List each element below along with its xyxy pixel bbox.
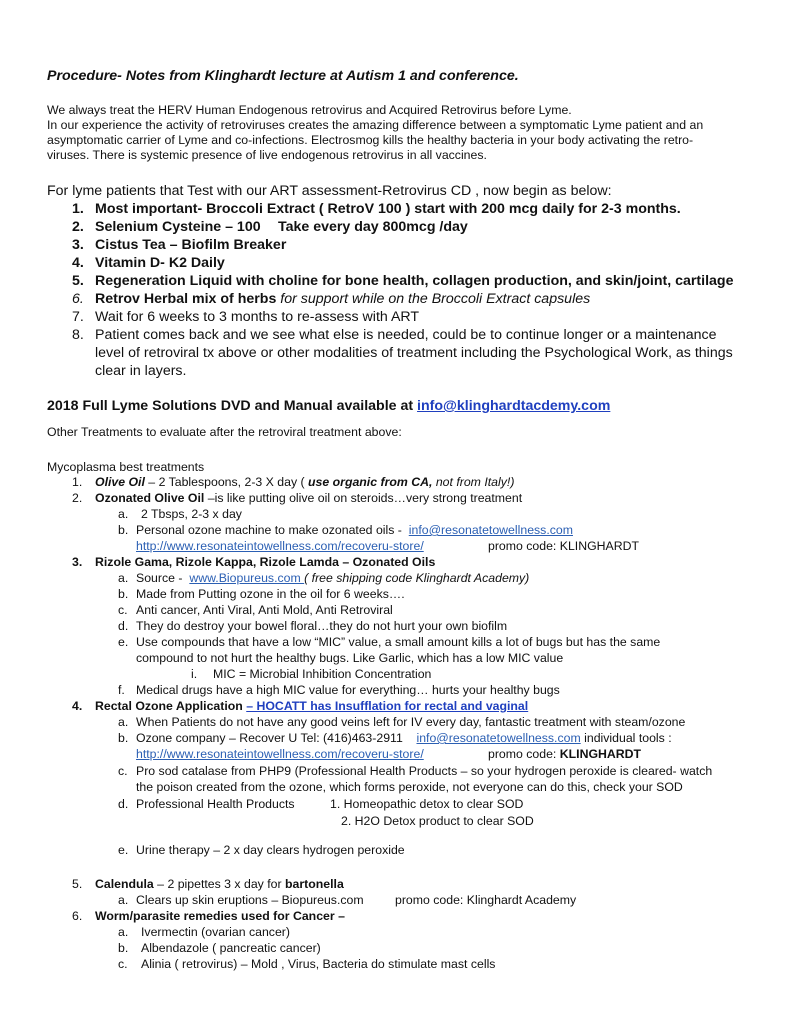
step-number: 3. <box>72 237 84 253</box>
sub-letter: b. <box>118 941 129 955</box>
sub-item: They do destroy your bowel floral…they do not hurt your own biofilm <box>136 619 508 633</box>
sub-item-text: Ozone company – Recover U Tel: (416)463-2911 <box>136 731 403 745</box>
sub-letter: b. <box>118 587 129 601</box>
sub-item: When Patients do not have any good veins left for IV every day, fantastic treatment with steam/ozone <box>136 715 686 729</box>
treatment-name: Olive Oil <box>95 475 145 489</box>
sub-letter: c. <box>118 764 128 778</box>
resonate-email-link[interactable]: info@resonatetowellness.com <box>416 731 581 745</box>
sub-letter: e. <box>118 635 129 649</box>
promo-value: KLINGHARDT <box>559 747 642 761</box>
treatment-worm-parasite: Worm/parasite remedies used for Cancer – <box>95 909 345 923</box>
sub-sub-letter: i. <box>191 667 198 681</box>
step-text: Cistus Tea – Biofilm Breaker <box>95 237 287 253</box>
step-text: Wait for 6 weeks to 3 months to re-assess with ART <box>95 309 420 325</box>
step-number: 1. <box>72 201 84 217</box>
step-text: Vitamin D- K2 Daily <box>95 255 225 271</box>
step-text <box>95 291 590 308</box>
step-text: Patient comes back and we see what else is needed, could be to continue longer or a maintenance <box>95 327 717 343</box>
sub-item: Urine therapy – 2 x day clears hydrogen peroxide <box>136 843 405 857</box>
sub-item-option: 1. Homeopathic detox to clear SOD <box>330 797 524 811</box>
sub-letter: c. <box>118 603 128 617</box>
sub-letter: b. <box>118 523 129 537</box>
sub-sub-item: MIC = Microbial Inhibition Concentration <box>213 667 432 681</box>
resonate-store-link[interactable]: http://www.resonateintowellness.com/recoveru-store/ <box>136 747 424 761</box>
treatment-note-italic: not from Italy!) <box>432 475 515 489</box>
step-number: 7. <box>72 309 84 325</box>
intro-line: We always treat the HERV Human Endogenous retrovirus and Acquired Retrovirus before Lyme. <box>47 103 572 117</box>
sub-letter: d. <box>118 619 129 633</box>
sub-item-url <box>136 747 424 762</box>
sub-item-url <box>136 539 424 554</box>
hocatt-link[interactable]: – HOCATT has Insufflation for rectal and vaginal <box>246 699 529 713</box>
sub-item: Albendazole ( pancreatic cancer) <box>141 941 321 955</box>
sub-letter: c. <box>118 957 128 971</box>
sub-item: Ivermectin (ovarian cancer) <box>141 925 290 939</box>
promo-code <box>488 747 641 762</box>
step-number: 2. <box>72 219 84 235</box>
promo-code: promo code: Klinghardt Academy <box>395 893 577 907</box>
sub-item: Pro sod catalase from PHP9 (Professional Health Products – so your hydrogen peroxide is cleared- watch <box>136 764 713 778</box>
treatment-name: Ozonated Olive Oil <box>95 491 205 505</box>
treatment-detail: – 2 Tablespoons, 2-3 X day ( <box>144 475 305 489</box>
treatment-rizole: Rizole Gama, Rizole Kappa, Rizole Lamda – Ozonated Oils <box>95 555 436 569</box>
sub-letter: a. <box>118 893 129 907</box>
sub-item: Made from Putting ozone in the oil for 6 weeks…. <box>136 587 405 601</box>
sub-letter: a. <box>118 715 129 729</box>
sub-letter: a. <box>118 925 129 939</box>
sub-item: Use compounds that have a low “MIC” value, a small amount kills a lot of bugs but has the same <box>136 635 661 649</box>
sub-item-note: ( free shipping code Klinghardt Academy) <box>304 571 530 585</box>
step-italic: for support while on the Broccoli Extract capsules <box>280 291 591 307</box>
sub-item-tail: individual tools : <box>580 731 672 745</box>
sub-item <box>136 571 529 586</box>
promo-code: promo code: KLINGHARDT <box>488 539 640 553</box>
dvd-text: 2018 Full Lyme Solutions DVD and Manual available at <box>47 398 414 414</box>
treatment-ozonated-olive-oil <box>95 491 522 506</box>
treatment-number: 2. <box>72 491 83 505</box>
treatment-note-bold: use organic from CA, <box>304 475 433 489</box>
sub-letter: e. <box>118 843 129 857</box>
sub-item: 2 Tbsps, 2-3 x day <box>141 507 242 521</box>
sub-item: Professional Health Products <box>136 797 295 811</box>
sub-item <box>136 523 573 538</box>
step-text: level of retroviral tx above or other modalities of treatment including the Psychological Work, as things <box>95 345 733 361</box>
step-text: Regeneration Liquid with choline for bone health, collagen production, and skin/joint, cartilage <box>95 273 734 289</box>
sub-item: Anti cancer, Anti Viral, Anti Mold, Anti Retroviral <box>136 603 393 617</box>
intro-line: asymptomatic carrier of Lyme and co-infections. Electrosmog kills the healthy bacteria in your body activating the retro- <box>47 133 694 147</box>
lyme-intro: For lyme patients that Test with our ART assessment-Retrovirus CD , now begin as below: <box>47 183 612 199</box>
treatment-number: 4. <box>72 699 83 713</box>
sub-item: Medical drugs have a high MIC value for everything… hurts your healthy bugs <box>136 683 560 697</box>
treatment-rectal-ozone <box>95 699 528 714</box>
treatment-number: 3. <box>72 555 83 569</box>
step-text: Most important- Broccoli Extract ( RetroV 100 ) start with 200 mcg daily for 2-3 months. <box>95 201 681 217</box>
treatment-number: 1. <box>72 475 83 489</box>
step-number: 8. <box>72 327 84 343</box>
treatment-name: Rectal Ozone Application <box>95 699 247 713</box>
sub-item <box>136 731 672 746</box>
treatment-number: 6. <box>72 909 83 923</box>
step-text: Take every day 800mcg /day <box>278 219 468 235</box>
sub-item-option: 2. H2O Detox product to clear SOD <box>341 814 534 828</box>
treatment-detail: – 2 pipettes 3 x day for <box>153 877 286 891</box>
step-bold: Retrov Herbal mix of herbs <box>95 291 277 307</box>
sub-item: Alinia ( retrovirus) – Mold , Virus, Bacteria do stimulate mast cells <box>141 957 496 971</box>
treatment-name: Calendula <box>95 877 154 891</box>
sub-letter: f. <box>118 683 125 697</box>
treatment-calendula <box>95 877 344 892</box>
treatment-olive-oil <box>95 475 514 490</box>
resonate-email-link[interactable]: info@resonatetowellness.com <box>408 523 573 537</box>
sub-item: Clears up skin eruptions – Biopureus.com <box>136 893 364 907</box>
sub-letter: d. <box>118 797 129 811</box>
treatment-detail: –is like putting olive oil on steroids…very strong treatment <box>204 491 523 505</box>
step-number: 4. <box>72 255 84 271</box>
biopureus-link[interactable]: www.Biopureus.com <box>189 571 305 585</box>
dvd-email-link[interactable]: info@klinghardtacdemy.com <box>417 398 611 414</box>
step-text: Selenium Cysteine – 100 <box>95 219 261 235</box>
sub-letter: a. <box>118 571 129 585</box>
step-text: clear in layers. <box>95 363 187 379</box>
mycoplasma-heading: Mycoplasma best treatments <box>47 460 205 474</box>
intro-line: In our experience the activity of retroviruses creates the amazing difference between a symptomatic Lyme patient and an <box>47 118 704 132</box>
sub-item: compound to not hurt the healthy bugs. Like Garlic, which has a low MIC value <box>136 651 564 665</box>
sub-item-text: Personal ozone machine to make ozonated oils - <box>136 523 402 537</box>
step-number: 6. <box>72 291 84 307</box>
other-treatments: Other Treatments to evaluate after the retroviral treatment above: <box>47 425 402 439</box>
page-title: Procedure- Notes from Klinghardt lecture at Autism 1 and conference. <box>47 68 519 84</box>
promo-label: promo code: <box>488 747 557 761</box>
sub-item: the poison created from the ozone, which forms peroxide, not everyone can do this, check your SOD <box>136 780 683 794</box>
sub-item-text: Source - <box>136 571 183 585</box>
intro-line: viruses. There is systemic presence of live endogenous retrovirus in all vaccines. <box>47 148 487 162</box>
step-number: 5. <box>72 273 84 289</box>
resonate-store-link[interactable]: http://www.resonateintowellness.com/recoveru-store/ <box>136 539 424 553</box>
treatment-target: bartonella <box>285 877 344 891</box>
dvd-line <box>47 398 610 415</box>
sub-letter: b. <box>118 731 129 745</box>
sub-letter: a. <box>118 507 129 521</box>
treatment-number: 5. <box>72 877 83 891</box>
